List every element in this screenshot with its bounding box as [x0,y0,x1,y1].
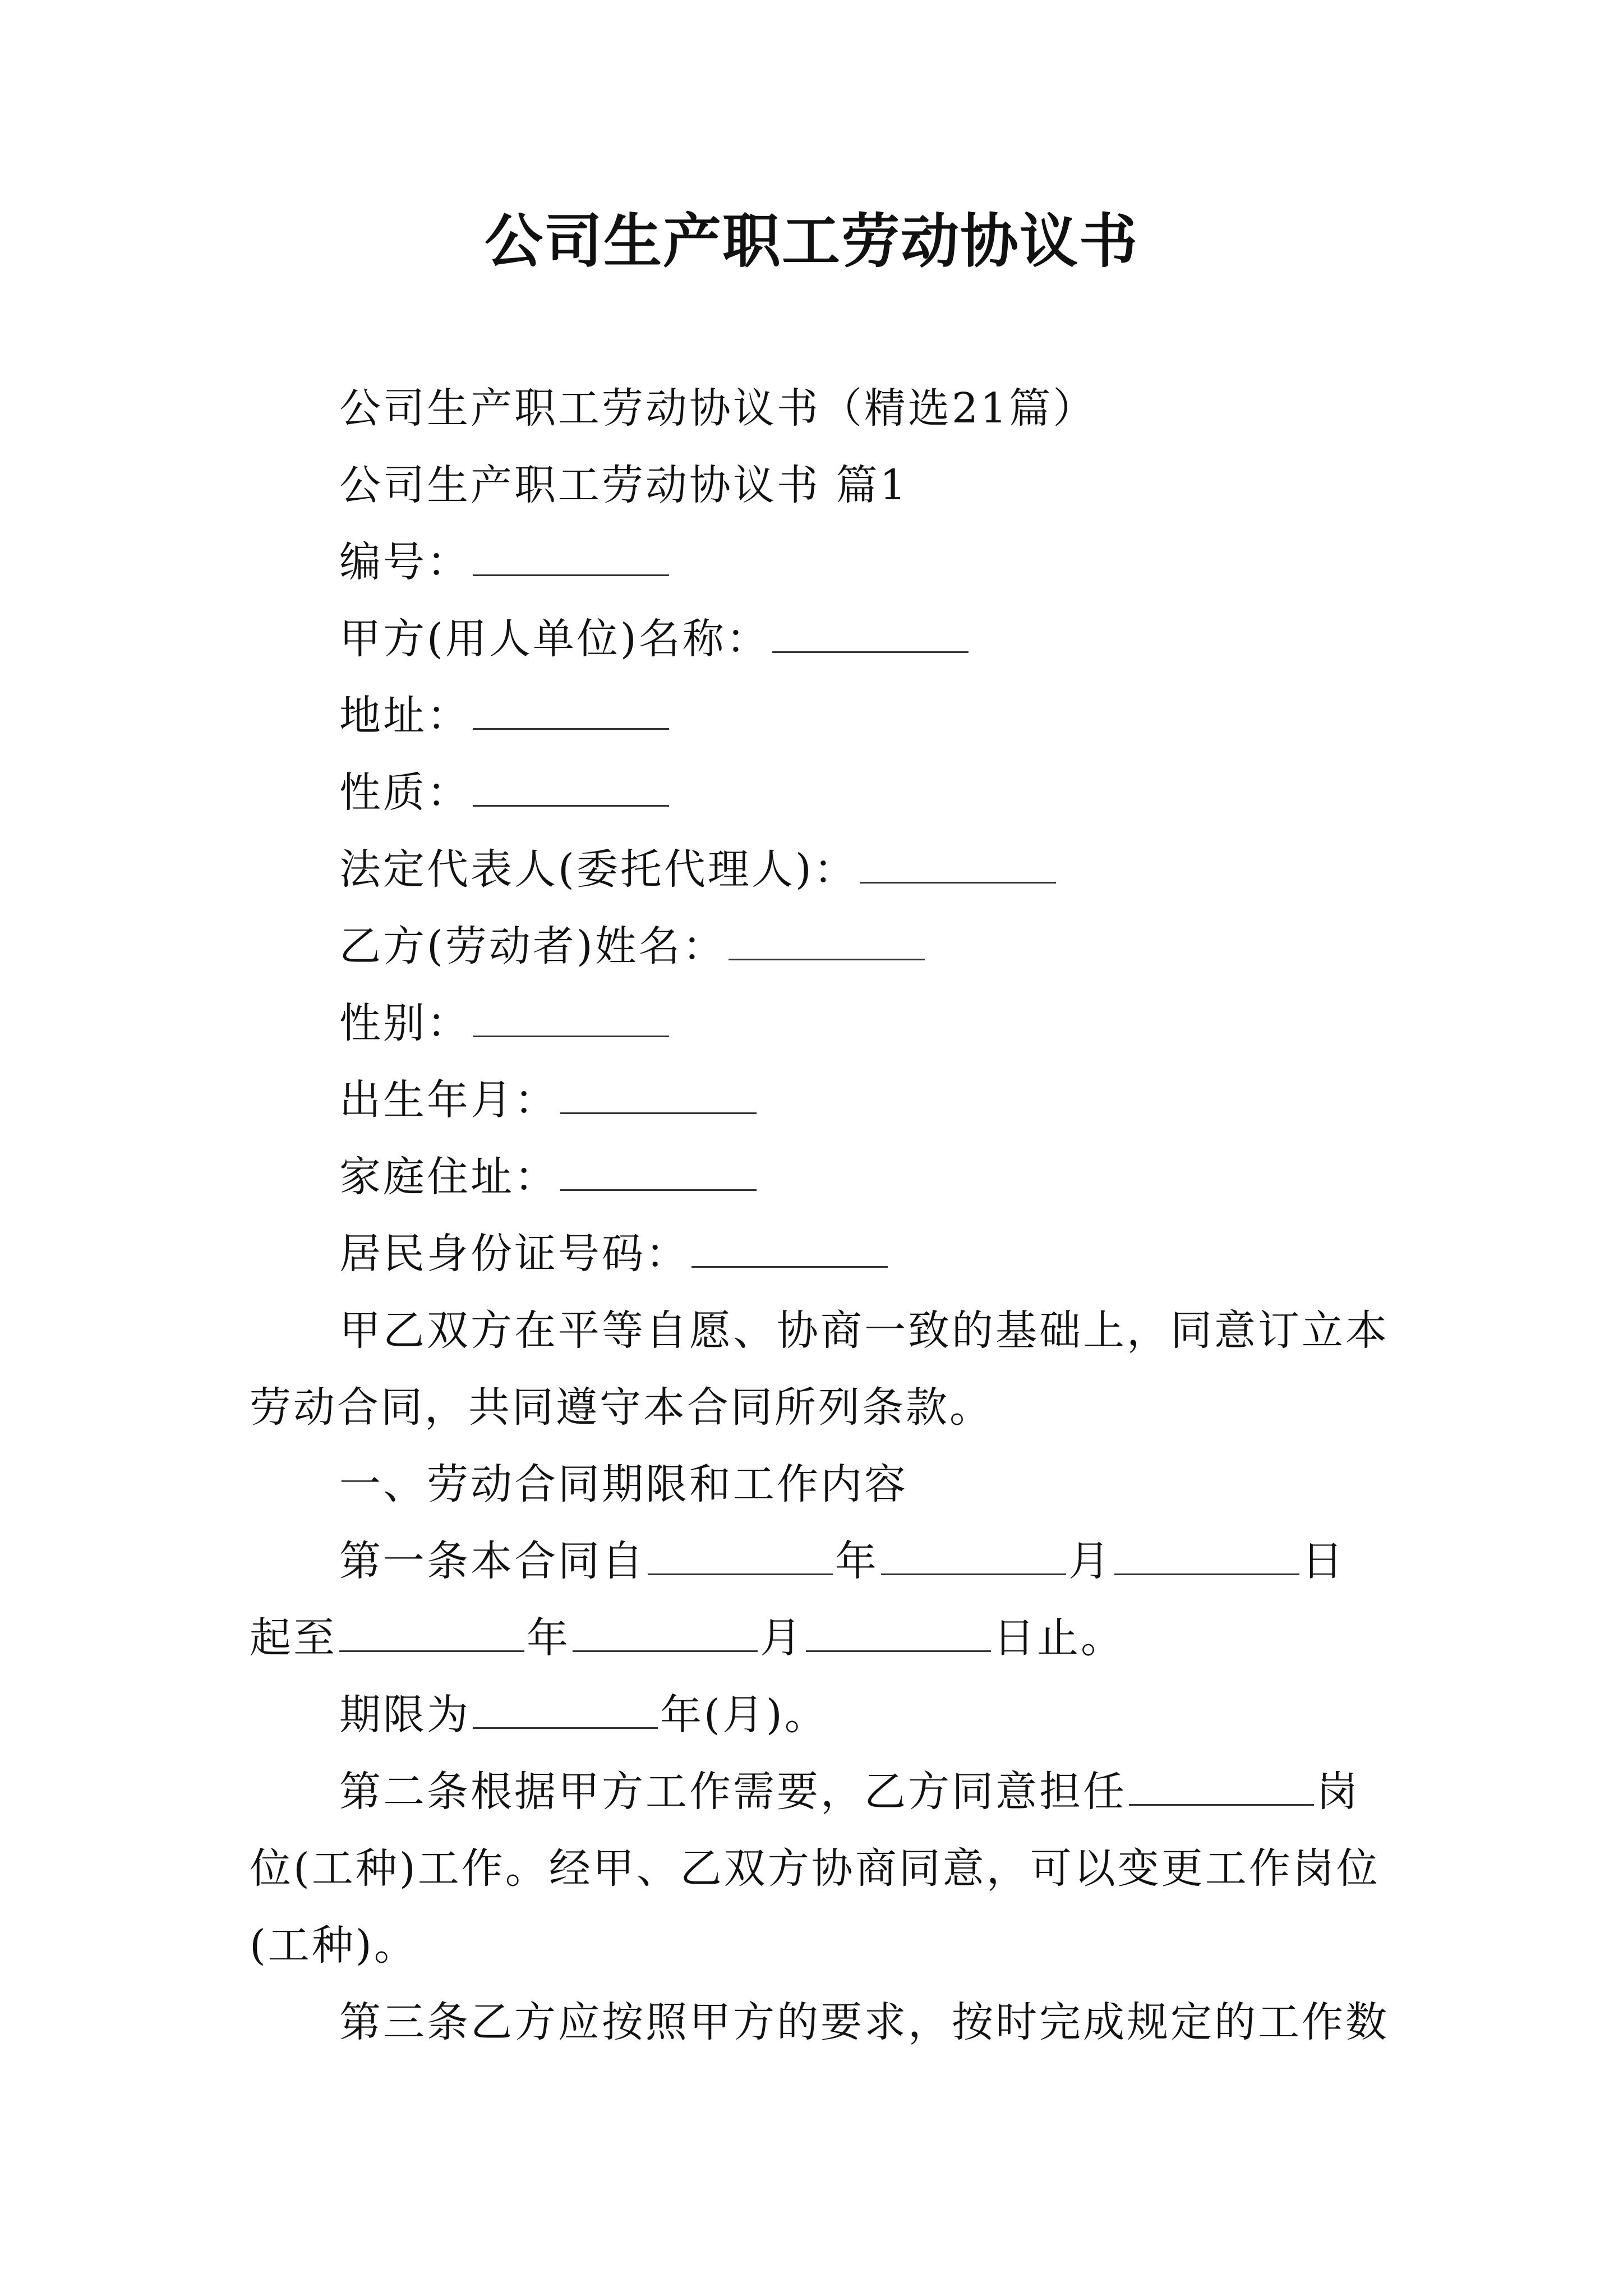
party-b-name-blank [728,925,925,960]
gender-field [250,985,1377,1062]
gender-label: 性别： [339,999,471,1047]
birth-label: 出生年月： [339,1076,558,1124]
party-a-name-blank [772,618,969,653]
article3-line1: 第三条乙方应按照甲方的要求，按时完成规定的工作数 [339,1998,1389,2046]
article1-line1 [250,1523,1377,1600]
start-day-blank [1114,1540,1299,1575]
party-a-name-field [250,601,1377,678]
party-b-name-label: 乙方(劳动者)姓名： [339,922,726,970]
birth-field [250,1062,1377,1139]
position-blank [1129,1770,1314,1806]
nature-blank [473,771,669,807]
nature-label: 性质： [339,769,471,817]
article2-start: 第二条根据甲方工作需要，乙方同意担任 [339,1768,1127,1816]
article2-line2: 位(工种)工作。经甲、乙双方协商同意，可以变更工作岗位 [250,1844,1380,1893]
address-field [250,678,1377,754]
chapter1-heading: 一、劳动合同期限和工作内容 [339,1460,908,1508]
legal-rep-blank [860,848,1056,884]
term-suffix: 年(月)。 [660,1691,828,1739]
legal-rep-label: 法定代表人(委托代理人)： [339,845,857,894]
day-text: 日 [1302,1537,1345,1585]
id-number-blank [691,1232,888,1268]
end-day-blank [806,1617,991,1652]
article2-line1 [250,1754,1377,1830]
id-number-label: 居民身份证号码： [339,1230,689,1278]
party-b-name-field [250,908,1377,985]
document-title: 公司生产职工劳动协议书 [484,206,1138,275]
intro-paragraph-line2: 劳动合同，共同遵守本合同所列条款。 [250,1383,993,1432]
birth-blank [560,1079,757,1114]
article1-line2 [250,1600,1377,1677]
end-year-text: 年 [527,1614,570,1662]
number-blank [473,541,669,576]
address-label: 地址： [339,692,471,740]
start-month-blank [881,1540,1066,1575]
year-text: 年 [835,1537,879,1585]
document-body [250,370,1389,2061]
home-address-blank [560,1156,757,1191]
end-month-text: 月 [760,1614,804,1662]
gender-blank [473,1002,669,1037]
address-blank [473,694,669,730]
party-a-name-label: 甲方(用人单位)名称： [339,615,770,663]
term-line [250,1677,1377,1754]
article2-line1-end: 岗 [1316,1768,1360,1816]
nature-field [250,754,1377,831]
end-year-blank [339,1617,524,1652]
start-year-blank [648,1540,833,1575]
home-address-field [250,1139,1377,1216]
article2-line3: (工种)。 [250,1921,418,1970]
end-month-blank [573,1617,758,1652]
month-text: 月 [1068,1537,1112,1585]
term-blank [473,1694,658,1729]
home-address-label: 家庭住址： [339,1153,558,1201]
article1-start: 第一条本合同自 [339,1537,645,1585]
end-day-text: 日止。 [993,1614,1124,1662]
number-label: 编号： [339,538,471,586]
article1-until: 起至 [250,1614,337,1662]
subtitle-line: 公司生产职工劳动协议书（精选21篇） [339,384,1097,432]
legal-rep-field [250,831,1377,908]
section-heading: 公司生产职工劳动协议书 篇1 [339,461,909,509]
intro-paragraph-line1: 甲乙双方在平等自愿、协商一致的基础上，同意订立本 [339,1306,1389,1355]
number-field [250,524,1377,601]
term-prefix: 期限为 [339,1691,471,1739]
id-number-field [250,1216,1377,1292]
